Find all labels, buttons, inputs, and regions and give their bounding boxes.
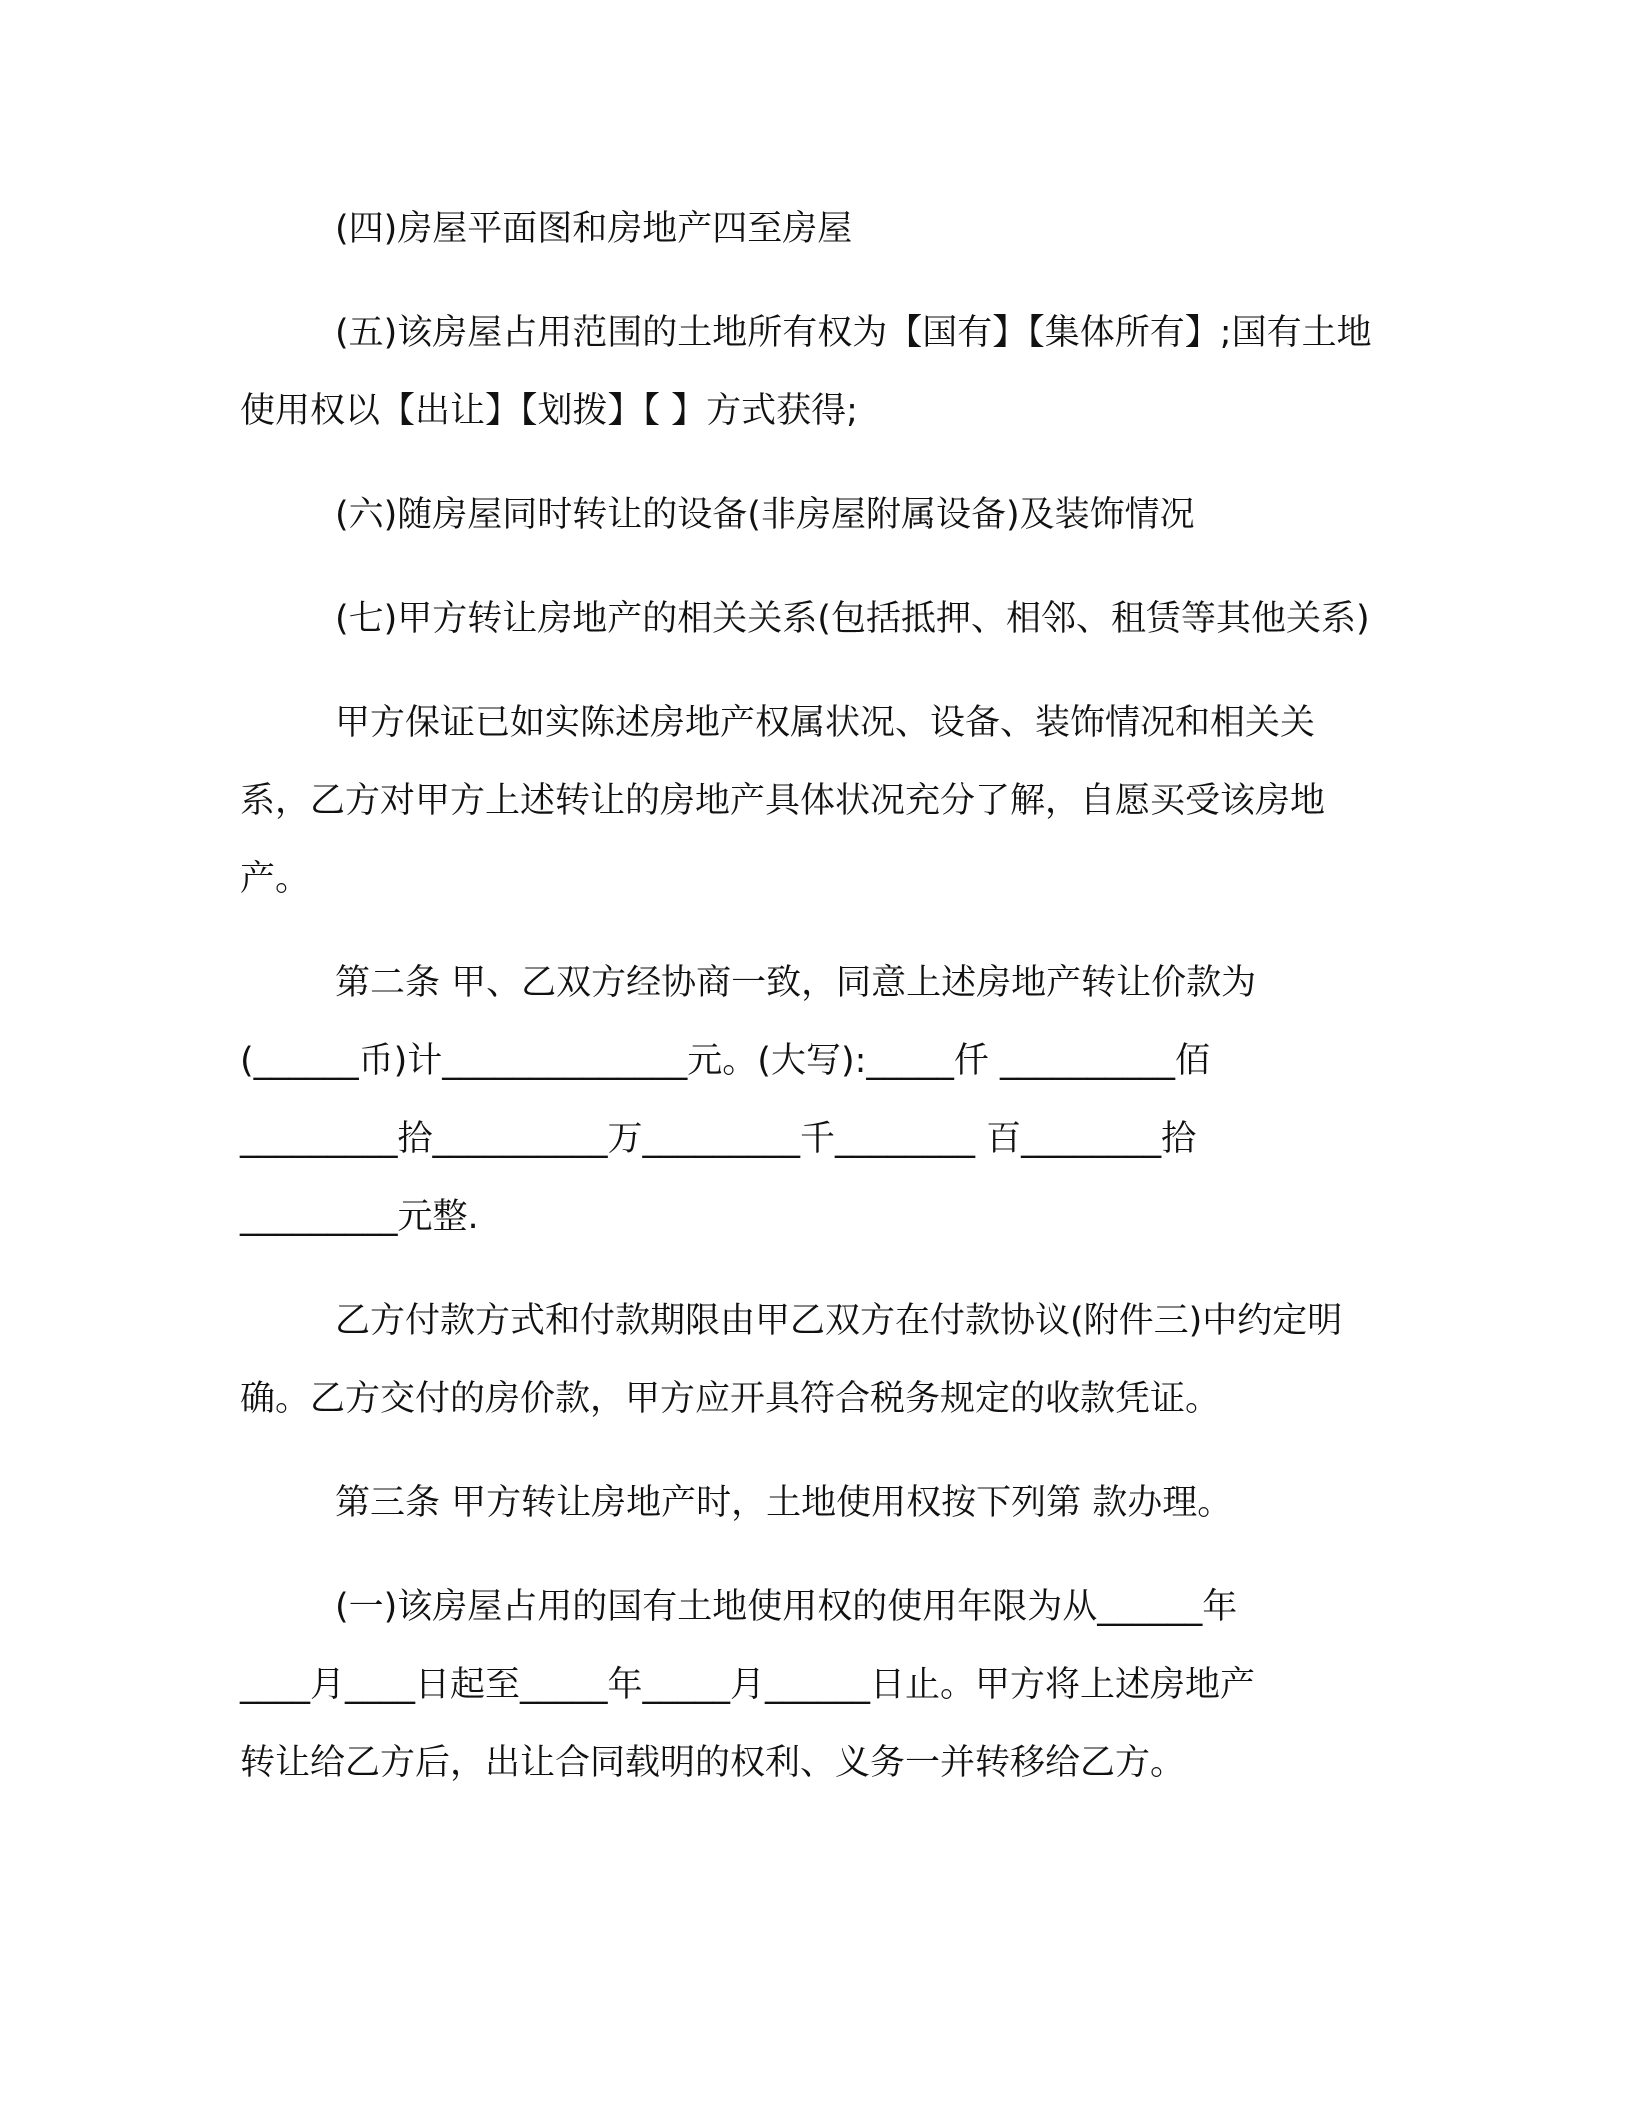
paragraph-item-7: (七)甲方转让房地产的相关关系(包括抵押、相邻、租赁等其他关系) <box>335 599 1370 639</box>
paragraph-article-2: 第二条 甲、乙双方经协商一致，同意上述房地产转让价款为 <box>335 963 1257 1003</box>
term-line-1: (一)该房屋占用的国有土地使用权的使用年限为从______年 <box>335 1587 1238 1627</box>
term-line-2: ____月____日起至_____年_____月______日止。甲方将上述房地产 <box>240 1665 1256 1705</box>
price-line-1: (______币)计______________元。(大写):_____仟 __________佰 <box>240 1041 1211 1081</box>
paragraph-payment: 乙方付款方式和付款期限由甲乙双方在付款协议(附件三)中约定明确。乙方交付的房价款，甲方应开具符合税务规定的收款凭证。 <box>240 1301 1343 1419</box>
price-fill-lines <box>240 1022 1380 1256</box>
paragraph-guarantee: 甲方保证已如实陈述房地产权属状况、设备、装饰情况和相关关系，乙方对甲方上述转让的房地产具体状况充分了解，自愿买受该房地产。 <box>240 703 1326 899</box>
term-line-3: 转让给乙方后，出让合同载明的权利、义务一并转移给乙方。 <box>240 1743 1186 1783</box>
price-line-3: _________元整. <box>240 1197 479 1237</box>
paragraph-item-6: (六)随房屋同时转让的设备(非房屋附属设备)及装饰情况 <box>335 495 1195 535</box>
term-lines <box>240 1568 1380 1802</box>
paragraph-article-3: 第三条 甲方转让房地产时，土地使用权按下列第 款办理。 <box>335 1483 1233 1523</box>
price-line-2: _________拾__________万_________千________ 百________拾 <box>240 1119 1197 1159</box>
document-page <box>240 190 1380 1802</box>
paragraph-item-4: (四)房屋平面图和房地产四至房屋 <box>335 209 853 249</box>
paragraph-item-5: (五)该房屋占用范围的土地所有权为【国有】【集体所有】;国有土地使用权以【出让】【划拨】【 】方式获得; <box>240 313 1372 431</box>
